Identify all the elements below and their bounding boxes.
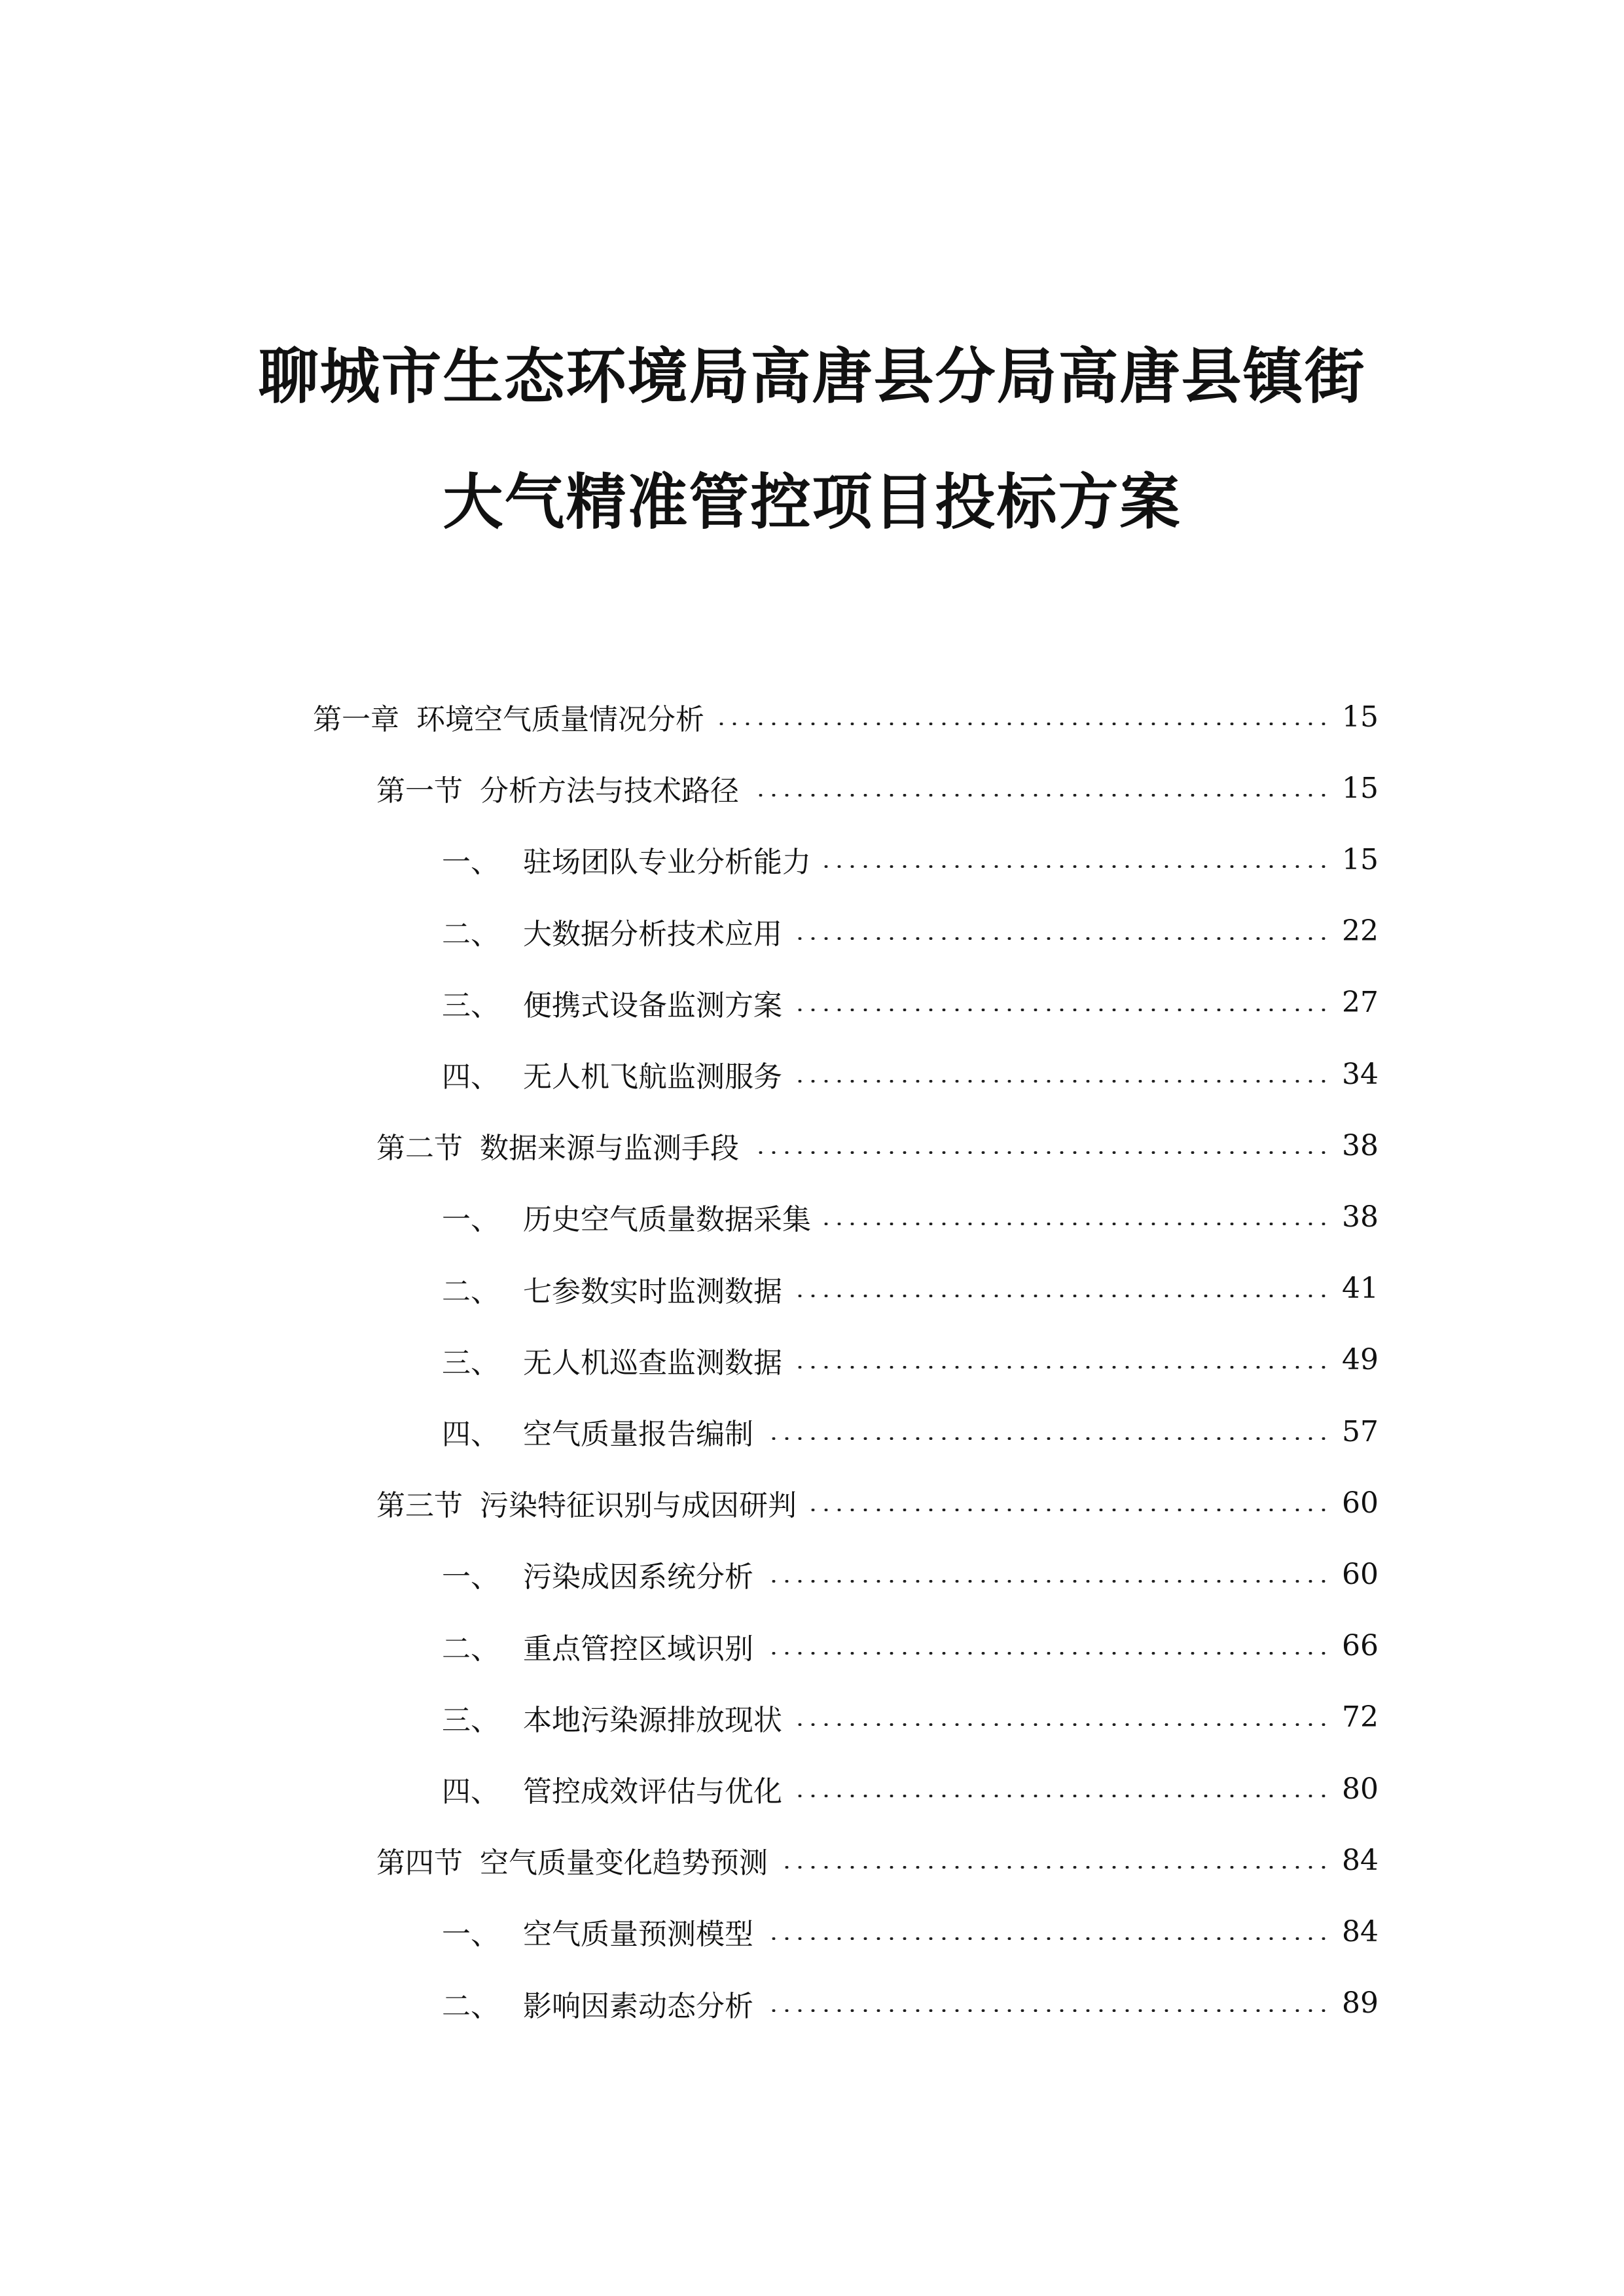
toc-dot-leader [764,1437,1330,1440]
toc-dot-leader [821,865,1330,868]
toc-entry[interactable] [313,687,1377,746]
toc-entry-number: 一、 [442,1918,499,1952]
title-line-2: 大气精准管控项目投标方案 [442,467,1182,537]
toc-entry[interactable] [442,830,1377,889]
toc-page-number: 84 [1342,1843,1379,1877]
toc-page-number: 49 [1342,1343,1379,1377]
toc-entry-number: 四、 [442,1060,499,1094]
toc-dot-leader [821,1223,1330,1225]
toc-dot-leader [807,1509,1330,1511]
toc-entry-title: 便携式设备监测方案 [523,988,782,1022]
toc-page-number: 41 [1342,1272,1379,1306]
toc-page-number: 60 [1342,1486,1379,1520]
toc-entry-label [442,910,782,952]
toc-page-number: 22 [1342,914,1379,948]
toc-entry[interactable] [442,902,1377,961]
toc-entry-title: 空气质量变化趋势预测 [480,1846,768,1880]
toc-page-number: 84 [1342,1914,1379,1948]
toc-entry-title: 管控成效评估与优化 [523,1775,782,1808]
toc-entry-number: 四、 [442,1775,499,1808]
toc-entry-label [442,1625,753,1667]
toc-entry-label [376,1482,797,1524]
toc-entry-title: 驻场团队专业分析能力 [523,846,811,880]
toc-page-number: 60 [1342,1557,1379,1591]
title-line-1: 聊城市生态环境局高唐县分局高唐县镇街 [258,342,1366,412]
toc-entry-title: 污染特征识别与成因研判 [480,1489,797,1523]
toc-entry-title: 无人机飞航监测服务 [523,1060,782,1094]
toc-entry-title: 数据来源与监测手段 [480,1132,739,1166]
toc-dot-leader [793,1295,1330,1297]
toc-page-number: 38 [1342,1200,1379,1234]
toc-entry[interactable] [376,1473,1377,1532]
toc-entry-label [442,1196,811,1238]
toc-entry-number: 第一节 [376,774,463,808]
toc-entry[interactable] [376,759,1377,817]
toc-entry-number: 第四节 [376,1846,463,1880]
toc-entry-label [376,1124,739,1166]
toc-entry-title: 空气质量报告编制 [523,1418,753,1451]
toc-entry-label [442,838,811,880]
toc-entry-number: 二、 [442,1632,499,1666]
toc-entry-label [442,1053,782,1095]
toc-page-number: 34 [1342,1057,1379,1091]
toc-dot-leader [764,1937,1330,1940]
toc-entry-label [442,1768,782,1810]
toc-entry[interactable] [442,1545,1377,1604]
toc-dot-leader [749,794,1330,797]
toc-entry[interactable] [376,1831,1377,1890]
toc-dot-leader [793,1795,1330,1797]
toc-entry-label [376,767,739,809]
toc-entry-label [442,1982,753,2024]
toc-dot-leader [793,1366,1330,1369]
toc-dot-leader [764,2009,1330,2012]
toc-page-number: 38 [1342,1128,1379,1162]
toc-entry-number: 一、 [442,1203,499,1237]
toc-dot-leader [778,1866,1330,1869]
toc-entry-title: 历史空气质量数据采集 [523,1203,811,1237]
document-title [0,314,1624,565]
toc-entry-label [376,1839,768,1881]
toc-page-number: 15 [1342,771,1379,805]
toc-entry-label [313,696,704,738]
toc-page-number: 66 [1342,1629,1379,1663]
toc-page-number: 72 [1342,1700,1379,1734]
toc-entry-number: 二、 [442,1989,499,2023]
toc-entry[interactable] [442,1688,1377,1747]
toc-entry-number: 四、 [442,1418,499,1451]
toc-entry[interactable] [442,1187,1377,1246]
toc-entry-label [442,982,782,1024]
toc-dot-leader [764,1652,1330,1655]
toc-entry[interactable] [442,1759,1377,1818]
toc-entry-label [442,1696,782,1738]
toc-entry-title: 本地污染源排放现状 [523,1703,782,1737]
toc-dot-leader [764,1580,1330,1583]
toc-entry-label [442,1910,753,1952]
toc-dot-leader [793,1080,1330,1083]
toc-dot-leader [749,1151,1330,1154]
toc-page-number: 27 [1342,986,1379,1020]
toc-entry-number: 一、 [442,1560,499,1594]
toc-entry-number: 第二节 [376,1132,463,1166]
toc-entry-title: 重点管控区域识别 [523,1632,753,1666]
toc-entry-label [442,1339,782,1381]
toc-entry-number: 第三节 [376,1489,463,1523]
toc-entry-label [442,1410,753,1452]
toc-dot-leader [793,937,1330,940]
toc-entry-number: 一、 [442,846,499,880]
toc-page-number: 15 [1342,842,1379,876]
toc-entry[interactable] [442,1902,1377,1961]
toc-page-number: 80 [1342,1772,1379,1806]
toc-entry-title: 七参数实时监测数据 [523,1274,782,1308]
toc-entry-number: 三、 [442,988,499,1022]
toc-entry-label [442,1553,753,1595]
toc-entry-title: 影响因素动态分析 [523,1989,753,2023]
toc-entry-title: 无人机巡查监测数据 [523,1346,782,1380]
toc-dot-leader [715,723,1330,725]
toc-entry[interactable] [442,1974,1377,2033]
toc-entry[interactable] [376,1116,1377,1175]
toc-entry[interactable] [442,1402,1377,1461]
toc-page-number: 15 [1342,700,1379,734]
toc-entry[interactable] [442,1259,1377,1318]
toc-entry-title: 环境空气质量情况分析 [416,703,704,736]
toc-entry-number: 第一章 [313,703,399,736]
toc-entry-title: 空气质量预测模型 [523,1918,753,1952]
toc-dot-leader [793,1009,1330,1011]
toc-entry-number: 二、 [442,1274,499,1308]
toc-entry-title: 分析方法与技术路径 [480,774,739,808]
toc-entry-number: 三、 [442,1346,499,1380]
toc-entry[interactable] [442,1331,1377,1390]
toc-entry[interactable] [442,1045,1377,1103]
toc-entry[interactable] [442,973,1377,1032]
toc-page-number: 89 [1342,1986,1379,2020]
toc-entry-title: 大数据分析技术应用 [523,917,782,951]
toc-entry-title: 污染成因系统分析 [523,1560,753,1594]
toc-dot-leader [793,1723,1330,1726]
toc-page-number: 57 [1342,1414,1379,1448]
toc-entry-label [442,1268,782,1310]
toc-entry-number: 二、 [442,917,499,951]
toc-entry[interactable] [442,1617,1377,1676]
toc-entry-number: 三、 [442,1703,499,1737]
